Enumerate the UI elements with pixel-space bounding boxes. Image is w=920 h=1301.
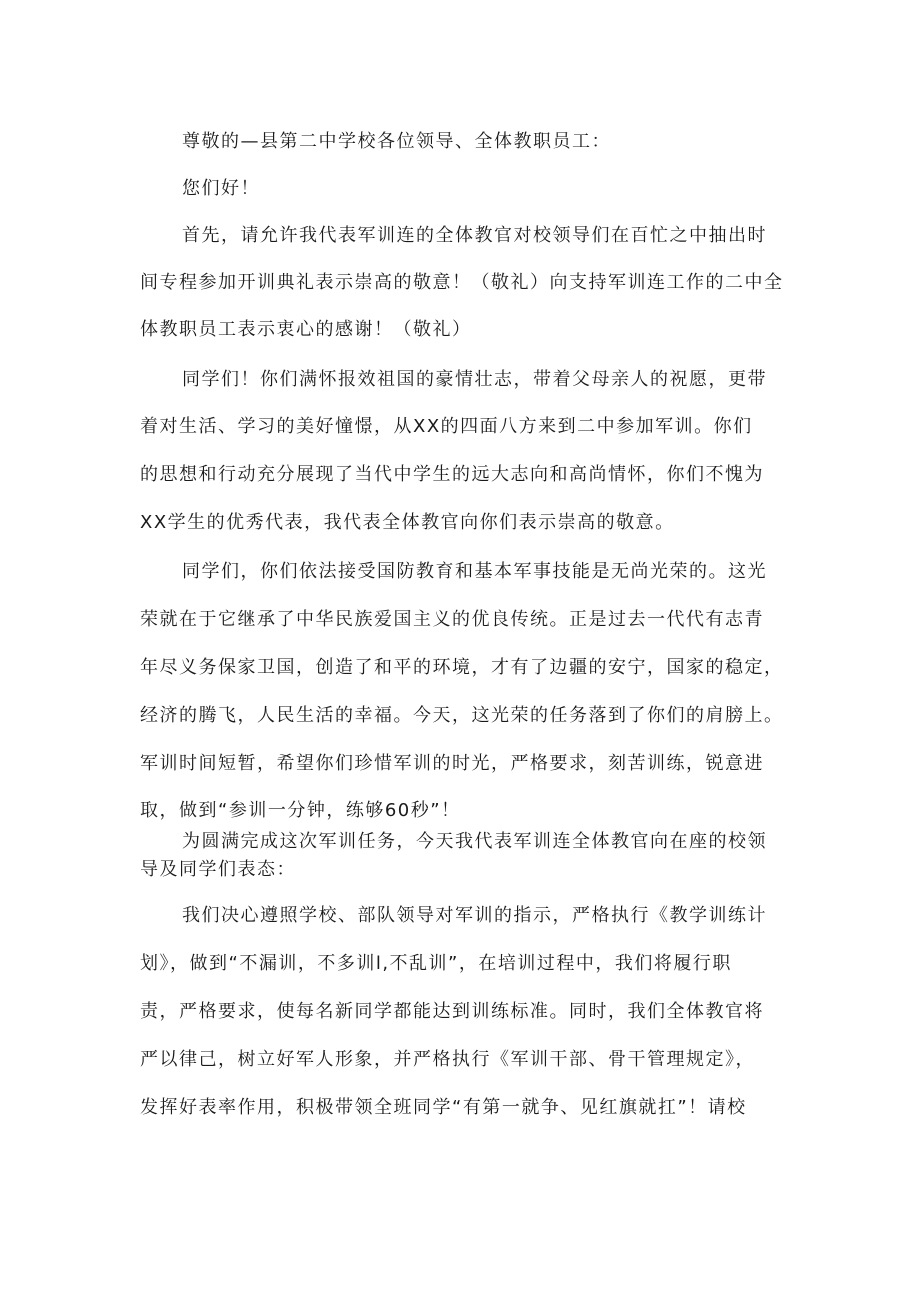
paragraph-3-line-5: 军训时间短暂，希望你们珍惜军训的时光，严格要求，刻苦训练，锐意进 (140, 753, 764, 774)
paragraph-4-line-2: 导及同学们表态： (140, 859, 296, 880)
paragraph-5-line-3: 责，严格要求，使每名新同学都能达到训练标准。同时，我们全体教官将 (140, 1001, 764, 1022)
paragraph-3-line-4: 经济的腾飞，人民生活的幸福。今天，这光荣的任务落到了你们的肩膀上。 (140, 705, 784, 726)
greeting-line: 尊敬的—县第二中学校各位领导、全体教职员工： (182, 131, 611, 152)
paragraph-1-line-1: 首先，请允许我代表军训连的全体教官对校领导们在百忙之中抽出时 (182, 225, 767, 246)
paragraph-5-line-1: 我们决心遵照学校、部队领导对军训的指示，严格执行《教学训练计 (182, 905, 767, 926)
hello-line: 您们好！ (182, 178, 260, 199)
paragraph-1-line-2: 间专程参加开训典礼表示崇高的敬意！（敬礼）向支持军训连工作的二中全 (140, 272, 784, 293)
paragraph-2-line-4: XX学生的优秀代表，我代表全体教官向你们表示崇高的敬意。 (140, 512, 675, 533)
paragraph-2-line-2: 着对生活、学习的美好憧憬，从XX的四面八方来到二中参加军训。你们 (140, 416, 753, 437)
paragraph-3-line-1: 同学们，你们依法接受国防教育和基本军事技能是无尚光荣的。这光 (182, 561, 767, 582)
paragraph-2-line-3: 的思想和行动充分展现了当代中学生的远大志向和高尚情怀，你们不愧为 (140, 464, 764, 485)
paragraph-3-line-3: 年尽义务保家卫国，创造了和平的环境，才有了边疆的安宁，国家的稳定， (140, 657, 784, 678)
paragraph-5-line-4: 严以律己，树立好军人形象，并严格执行《军训干部、骨干管理规定》， (140, 1049, 755, 1070)
paragraph-5-line-5: 发挥好表率作用，积极带领全班同学“有第一就争、见红旗就扛”！请校 (140, 1097, 747, 1118)
paragraph-5-line-2: 划》，做到“不漏训，不多训l,不乱训”，在培训过程中，我们将履行职 (140, 953, 732, 974)
paragraph-3-line-6: 取，做到“参训一分钟，练够60秒”！ (140, 800, 461, 821)
paragraph-1-line-3: 体教职员工表示衷心的感谢！（敬礼） (140, 319, 472, 340)
paragraph-2-line-1: 同学们！你们满怀报效祖国的豪情壮志，带着父母亲人的祝愿，更带 (182, 369, 767, 390)
paragraph-3-line-2: 荣就在于它继承了中华民族爱国主义的优良传统。正是过去一代代有志青 (140, 609, 764, 630)
paragraph-4-line-1: 为圆满完成这次军训任务，今天我代表军训连全体教官向在座的校领 (182, 831, 767, 852)
